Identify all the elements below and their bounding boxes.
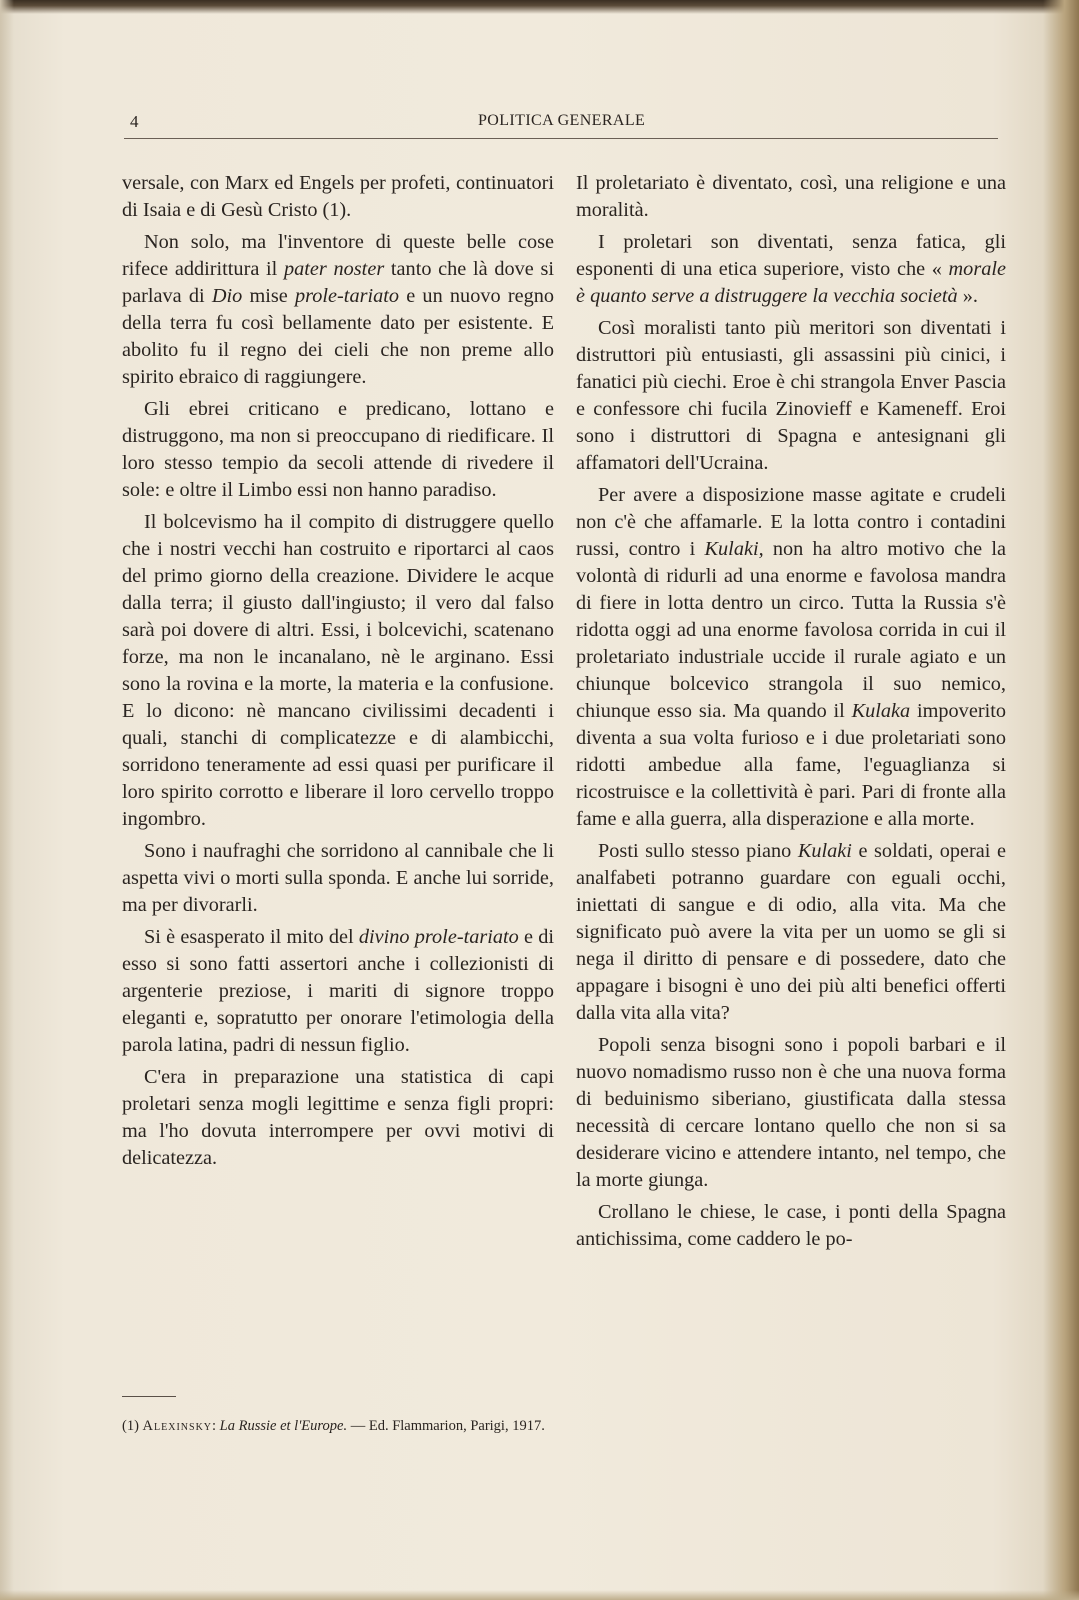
paragraph: Sono i naufraghi che sorridono al cannibale che li aspetta vivi o morti sulla sponda. E anche lui sorride, ma per divorarli. xyxy=(122,840,554,916)
paragraph: Il proletariato è diventato, così, una religione e una moralità. xyxy=(576,172,1006,221)
paragraph: Gli ebrei criticano e predicano, lottano e distruggono, ma non si preoccupano di riedificare. Il loro stesso tempio da secoli attende di rivedere il sole: e oltre il Limbo essi non hanno paradiso. xyxy=(122,398,554,501)
page-top-shadow xyxy=(0,0,1079,14)
paragraph: C'era in preparazione una statistica di capi proletari senza mogli legittime e senza figli propri: ma l'ho dovuta interrompere per ovvi motivi di delicatezza. xyxy=(122,1066,554,1169)
page-header xyxy=(124,108,1004,136)
paragraph: Per avere a disposizione masse agitate e crudeli non c'è che affamarle. E la lotta contro i contadini russi, contro i Kulaki, non ha altro motivo che la volontà di ridurli ad una enorme e favolosa mandra di fiere in lotta dentro un circo. Tutta la Russia s'è ridotta oggi ad una enorme favolosa corrida in cui il proletariato industriale uccide il rurale agiato e un chiunque bolcevico strangola il suo nemico, chiunque esso sia. Ma quando il Kulaka impoverito diventa a sua volta furioso e i due proletariati sono ridotti ambedue alla fame, l'eguaglianza si ricostruisce e la collettività è pari. Pari di fronte alla fame e alla guerra, alla disperazione e alla morte. xyxy=(576,484,1006,830)
footnote-author: Alexinsky xyxy=(142,1418,213,1434)
paragraph: Il bolcevismo ha il compito di distruggere quello che i nostri vecchi han costruito e riportarci al caos del primo giorno della creazione. Dividere le acque dalla terra; il giusto dall'ingiusto; il vero dal falso sarà poi dovere di altri. Essi, i bolcevichi, scatenano forze, ma non le incanalano, nè le arginano. Essi sono la rovina e la morte, la materia e la confusione. E lo dicono: nè mancano civilissimi decadenti i quali, stanchi di complicatezze e di alambicchi, sorridono teneramente ad essi quasi per purificare il loro spirito corrotto e liberare il loro cervello troppo ingombro. xyxy=(122,511,554,830)
page-number: 4 xyxy=(130,112,139,131)
paragraph: Crollano le chiese, le case, i ponti della Spagna antichissima, come caddero le po- xyxy=(576,1201,1006,1250)
header-rule xyxy=(124,138,998,139)
running-head: POLITICA GENERALE xyxy=(478,112,646,129)
page-left-edge xyxy=(0,0,14,1600)
paragraph: Così moralisti tanto più meritori son diventati i distruttori più entusiasti, gli assassini più cinici, i fanatici più ciechi. Eroe è chi strangola Enver Pascia e confessore chi fucila Zinovieff e Kameneff. Eroi sono i distruttori di Spagna e antesignani gli affamatori dell'Ucraina. xyxy=(576,317,1006,474)
page-spine-shadow xyxy=(1043,0,1079,1600)
footnote-rule xyxy=(122,1396,176,1397)
paragraph: Posti sullo stesso piano Kulaki e soldati, operai e analfabeti potranno guardare con eguali occhi, iniettati di sangue e di odio, alla vita. Ma che significato può avere la vita per un uomo se gli si nega il diritto di pensare e di possedere, dato che appagare i bisogni è uno dei più alti benefici offerti dalla vita alla vita? xyxy=(576,840,1006,1024)
left-column xyxy=(122,170,554,1177)
footnote-marker: (1) xyxy=(122,1418,143,1434)
paragraph: I proletari son diventati, senza fatica, gli esponenti di una etica superiore, visto che « morale è quanto serve a distruggere la vecchia società ». xyxy=(576,231,1006,307)
paragraph: Non solo, ma l'inventore di queste belle cose rifece addirittura il pater noster tanto che là dove si parlava di Dio mise prole-tariato e un nuovo regno della terra fu così bellamente dato per esistente. E abolito fu il regno dei cieli che non preme allo spirito ebraico di raggiungere. xyxy=(122,231,554,388)
footnote: (1) Alexinsky: La Russie et l'Europe. — Ed. Flammarion, Parigi, 1917. xyxy=(122,1418,545,1434)
footnote-title: La Russie et l'Europe. xyxy=(219,1418,348,1434)
paragraph: Si è esasperato il mito del divino prole-tariato e di esso si sono fatti assertori anche i collezionisti di argenterie preziose, i mariti di signore troppo eleganti e, sopratutto per onorare l'etimologia della parola latina, padri di nessun figlio. xyxy=(122,926,554,1056)
page-bottom-edge xyxy=(0,1590,1079,1600)
paragraph: Popoli senza bisogni sono i popoli barbari e il nuovo nomadismo russo non è che una nuova forma di beduinismo siberiano, giustificata dalla stessa necessità di cercare lontano quello che non si sa desiderare vicino e attendere intanto, nel tempo, che la morte giunga. xyxy=(576,1034,1006,1191)
paragraph: versale, con Marx ed Engels per profeti, continuatori di Isaia e di Gesù Cristo (1). xyxy=(122,172,554,221)
right-column xyxy=(576,170,1006,1258)
